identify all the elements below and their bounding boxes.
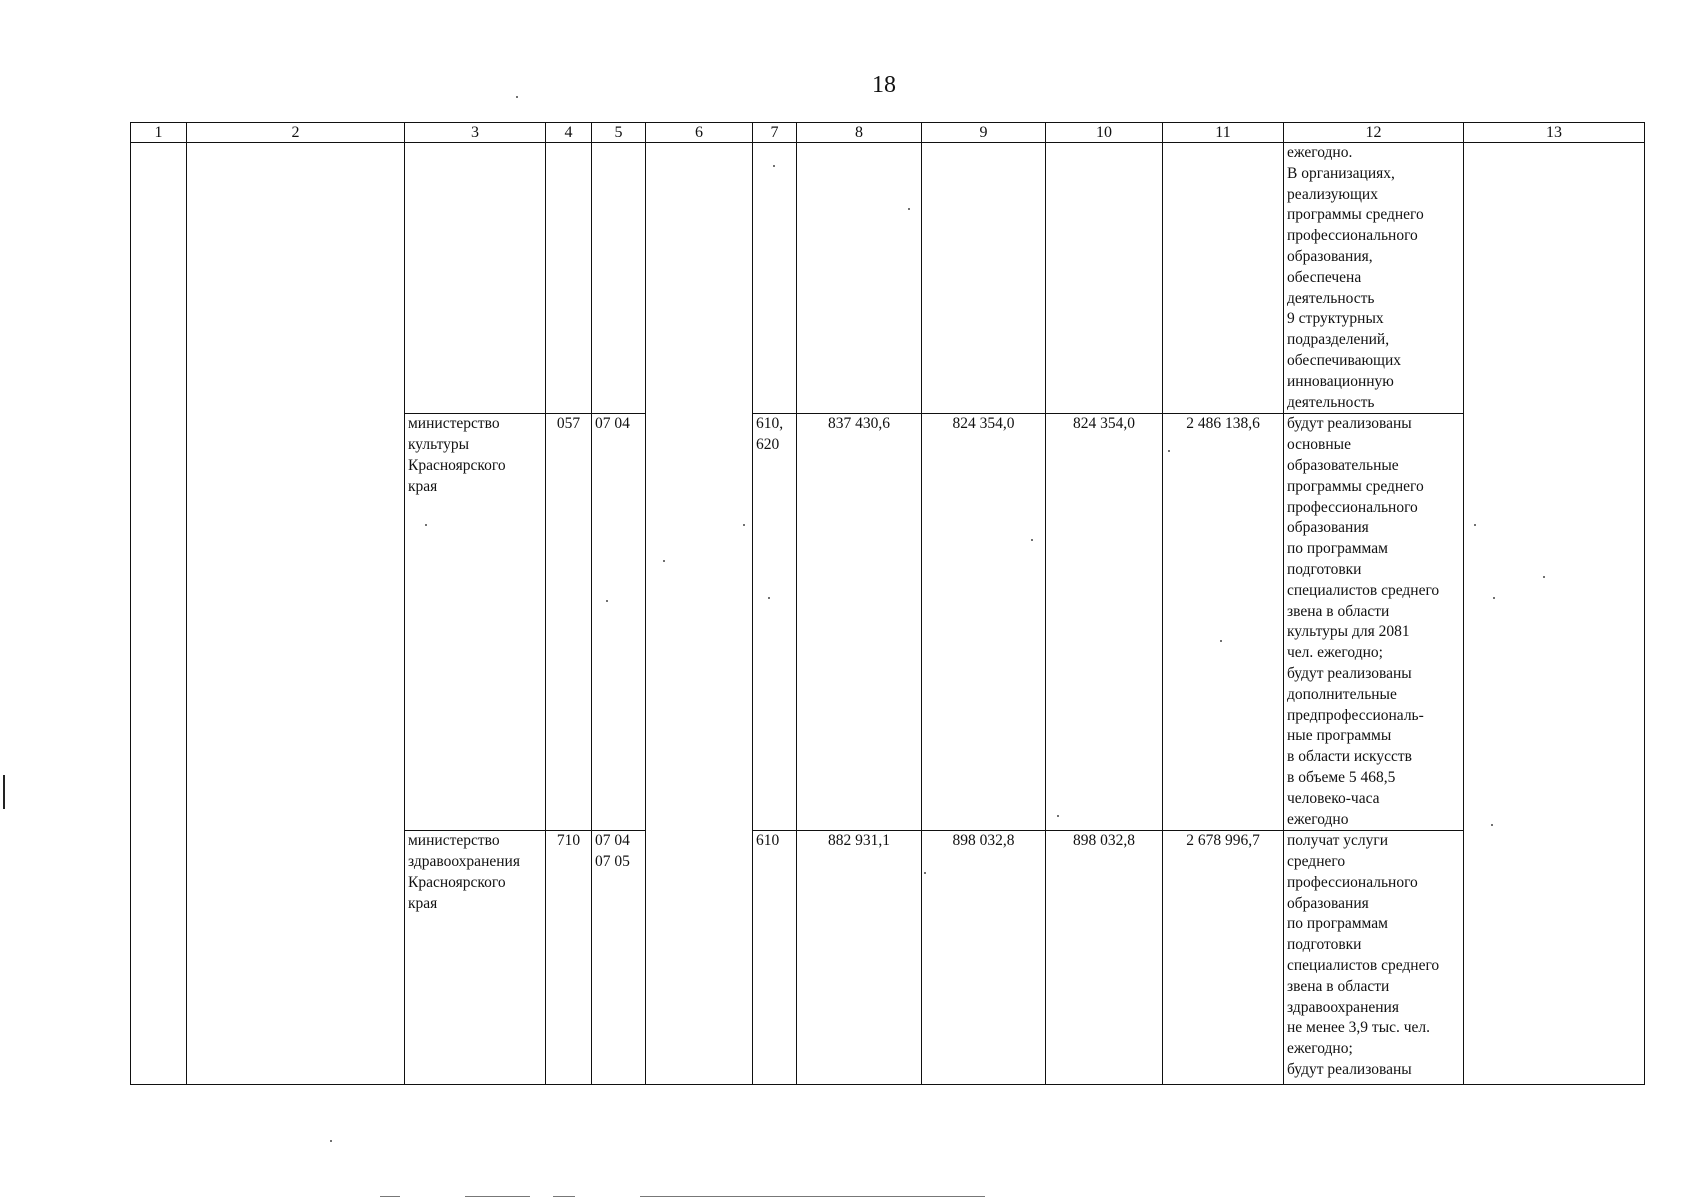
scan-bottom-stroke xyxy=(553,1196,575,1197)
scan-speck xyxy=(425,524,427,526)
scan-speck xyxy=(1493,597,1495,599)
cell-col6-merged xyxy=(646,143,753,1085)
col-header-1: 1 xyxy=(131,123,187,143)
cell-code: 710 xyxy=(546,831,592,1085)
scan-speck xyxy=(924,872,926,874)
scan-speck xyxy=(908,208,910,210)
cell-section xyxy=(592,143,646,414)
col-header-2: 2 xyxy=(187,123,405,143)
cell-year2: 898 032,8 xyxy=(922,831,1046,1085)
scan-speck xyxy=(743,524,745,526)
scan-speck xyxy=(773,165,775,167)
cell-agency: министерство здравоохранения Красноярского края xyxy=(405,831,546,1085)
scan-speck xyxy=(1474,524,1476,526)
cell-year3: 898 032,8 xyxy=(1046,831,1163,1085)
col-header-5: 5 xyxy=(592,123,646,143)
scan-bottom-stroke xyxy=(380,1196,400,1197)
cell-agency xyxy=(405,143,546,414)
cell-year1: 882 931,1 xyxy=(797,831,922,1085)
scan-speck xyxy=(1057,815,1059,817)
cell-total xyxy=(1163,143,1284,414)
scan-speck xyxy=(1220,640,1222,642)
scan-bottom-stroke xyxy=(640,1196,985,1197)
cell-col2-merged xyxy=(187,143,405,1085)
cell-code xyxy=(546,143,592,414)
cell-code: 057 xyxy=(546,414,592,831)
cell-result-description: получат услуги среднего профессионального образования по программам подготовки специалистов среднего звена в области здравоохранения не менее 3,9 тыс. чел. ежегодно; будут реализованы xyxy=(1284,831,1464,1085)
col-header-9: 9 xyxy=(922,123,1046,143)
scan-speck xyxy=(330,1140,332,1142)
col-header-3: 3 xyxy=(405,123,546,143)
cell-result-description: будут реализованы основные образовательные программы среднего профессионального образования по программам подготовки специалистов среднего звена в области культуры для 2081 чел. ежегодно; будут реализованы дополнительные предпрофессиональ- ные программы в области искусств в объеме 5 468,5 человеко-часа ежегодно xyxy=(1284,414,1464,831)
cell-col13-merged xyxy=(1464,143,1645,1085)
scan-speck xyxy=(1491,824,1493,826)
scan-margin-mark xyxy=(3,775,5,809)
col-header-13: 13 xyxy=(1464,123,1645,143)
scan-bottom-stroke xyxy=(465,1196,530,1197)
cell-year2 xyxy=(922,143,1046,414)
scan-speck xyxy=(516,96,518,98)
cell-year2: 824 354,0 xyxy=(922,414,1046,831)
cell-total: 2 678 996,7 xyxy=(1163,831,1284,1085)
cell-result-description: ежегодно. В организациях, реализующих программы среднего профессионального образования, обеспечена деятельность 9 структурных подразделений, обеспечивающих инновационную деятельность xyxy=(1284,143,1464,414)
scan-speck xyxy=(768,597,770,599)
cell-section: 07 04 07 05 xyxy=(592,831,646,1085)
cell-year1 xyxy=(797,143,922,414)
table-row xyxy=(131,143,1645,414)
column-number-row xyxy=(131,123,1645,143)
col-header-12: 12 xyxy=(1284,123,1464,143)
scan-speck xyxy=(1031,539,1033,541)
col-header-7: 7 xyxy=(753,123,797,143)
budget-table xyxy=(130,122,1645,1085)
cell-expense-type: 610 xyxy=(753,831,797,1085)
scan-speck xyxy=(1543,576,1545,578)
cell-year1: 837 430,6 xyxy=(797,414,922,831)
page-number: 18 xyxy=(872,72,896,98)
col-header-11: 11 xyxy=(1163,123,1284,143)
col-header-8: 8 xyxy=(797,123,922,143)
scan-speck xyxy=(1168,450,1170,452)
cell-year3 xyxy=(1046,143,1163,414)
cell-total: 2 486 138,6 xyxy=(1163,414,1284,831)
col-header-6: 6 xyxy=(646,123,753,143)
col-header-10: 10 xyxy=(1046,123,1163,143)
cell-section: 07 04 xyxy=(592,414,646,831)
scan-speck xyxy=(663,560,665,562)
cell-expense-type: 610, 620 xyxy=(753,414,797,831)
cell-expense-type xyxy=(753,143,797,414)
cell-col1-merged xyxy=(131,143,187,1085)
cell-agency: министерство культуры Красноярского края xyxy=(405,414,546,831)
col-header-4: 4 xyxy=(546,123,592,143)
cell-year3: 824 354,0 xyxy=(1046,414,1163,831)
scan-speck xyxy=(606,600,608,602)
